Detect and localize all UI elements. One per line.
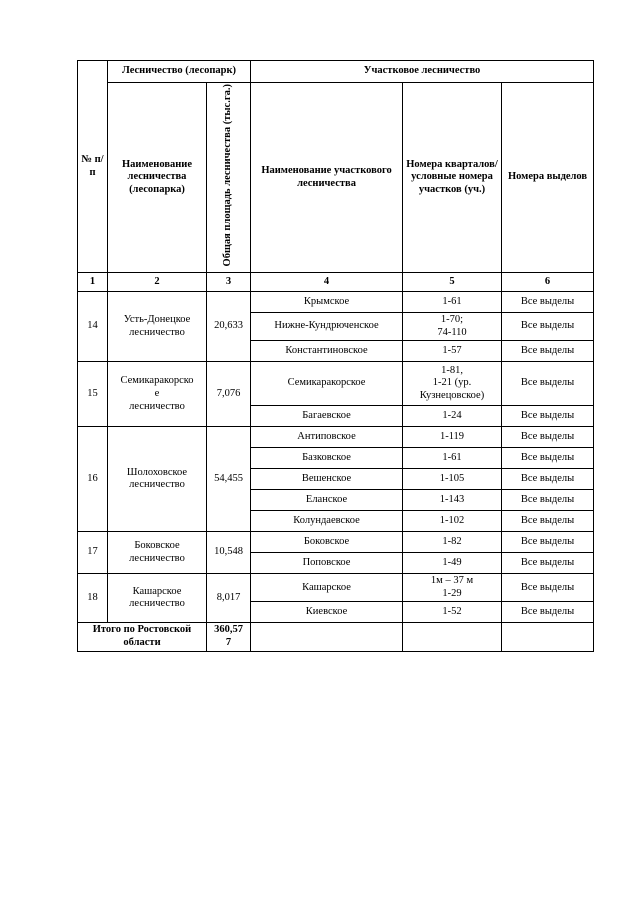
forestry-num: 15 <box>78 362 108 427</box>
header-total-area: Общая площадь лесничества (тыс.га.) <box>207 83 251 273</box>
total-empty-cell <box>403 623 502 651</box>
district-name: Вешенское <box>251 469 403 490</box>
table-row <box>78 532 594 553</box>
district-name: Семикаракорское <box>251 362 403 406</box>
col-number: 3 <box>207 273 251 292</box>
forestry-num: 17 <box>78 532 108 574</box>
total-empty-cell <box>502 623 594 651</box>
district-allotments: Все выделы <box>502 532 594 553</box>
district-allotments: Все выделы <box>502 341 594 362</box>
district-quarters: 1-119 <box>403 427 502 448</box>
district-quarters: 1-82 <box>403 532 502 553</box>
header-district-name: Наименование участкового лесничества <box>251 83 403 273</box>
district-quarters: 1-61 <box>403 448 502 469</box>
forestry-table <box>77 60 594 652</box>
col-number: 2 <box>108 273 207 292</box>
district-quarters: 1-52 <box>403 602 502 623</box>
district-allotments: Все выделы <box>502 362 594 406</box>
district-name: Крымское <box>251 292 403 313</box>
district-name: Боковское <box>251 532 403 553</box>
district-quarters: 1-102 <box>403 511 502 532</box>
table-row <box>78 574 594 602</box>
header-num: № п/п <box>78 61 108 273</box>
district-name: Антиповское <box>251 427 403 448</box>
district-name: Багаевское <box>251 406 403 427</box>
table-row <box>78 292 594 313</box>
district-name: Константиновское <box>251 341 403 362</box>
district-name: Базковское <box>251 448 403 469</box>
total-label: Итого по Ростовской области <box>78 623 207 651</box>
district-quarters: 1м – 37 м 1-29 <box>403 574 502 602</box>
col-number: 6 <box>502 273 594 292</box>
district-allotments: Все выделы <box>502 313 594 341</box>
col-number: 4 <box>251 273 403 292</box>
table-row <box>78 362 594 406</box>
district-name: Кашарское <box>251 574 403 602</box>
district-allotments: Все выделы <box>502 553 594 574</box>
district-name: Поповское <box>251 553 403 574</box>
forestry-num: 14 <box>78 292 108 362</box>
forestry-area: 8,017 <box>207 574 251 623</box>
district-allotments: Все выделы <box>502 292 594 313</box>
forestry-num: 18 <box>78 574 108 623</box>
total-value: 360,57 7 <box>207 623 251 651</box>
header-group-forestry: Лесничество (лесопарк) <box>108 61 251 83</box>
forestry-area: 20,633 <box>207 292 251 362</box>
forestry-name: Кашарское лесничество <box>108 574 207 623</box>
district-quarters: 1-57 <box>403 341 502 362</box>
district-quarters: 1-49 <box>403 553 502 574</box>
forestry-num: 16 <box>78 427 108 532</box>
district-allotments: Все выделы <box>502 406 594 427</box>
district-name: Нижне-Кундрюченское <box>251 313 403 341</box>
district-quarters: 1-70; 74-110 <box>403 313 502 341</box>
forestry-name: Боковское лесничество <box>108 532 207 574</box>
district-allotments: Все выделы <box>502 602 594 623</box>
district-quarters: 1-24 <box>403 406 502 427</box>
district-name: Колундаевское <box>251 511 403 532</box>
header-forestry-name: Наименование лесничества (лесопарка) <box>108 83 207 273</box>
district-quarters: 1-105 <box>403 469 502 490</box>
district-allotments: Все выделы <box>502 511 594 532</box>
header-quarters: Номера кварталов/ условные номера участков (уч.) <box>403 83 502 273</box>
forestry-name: Усть-Донецкое лесничество <box>108 292 207 362</box>
district-name: Киевское <box>251 602 403 623</box>
district-quarters: 1-81, 1-21 (ур. Кузнецовское) <box>403 362 502 406</box>
column-numbers-row <box>78 273 594 292</box>
header-group-district: Участковое лесничество <box>251 61 594 83</box>
district-allotments: Все выделы <box>502 448 594 469</box>
col-number: 1 <box>78 273 108 292</box>
forestry-area: 7,076 <box>207 362 251 427</box>
district-quarters: 1-61 <box>403 292 502 313</box>
forestry-name: Семикаракорско е лесничество <box>108 362 207 427</box>
col-number: 5 <box>403 273 502 292</box>
forestry-area: 54,455 <box>207 427 251 532</box>
forestry-name: Шолоховское лесничество <box>108 427 207 532</box>
total-empty-cell <box>251 623 403 651</box>
district-allotments: Все выделы <box>502 469 594 490</box>
table-row <box>78 427 594 448</box>
district-allotments: Все выделы <box>502 427 594 448</box>
district-name: Еланское <box>251 490 403 511</box>
district-allotments: Все выделы <box>502 490 594 511</box>
header-allotments: Номера выделов <box>502 83 594 273</box>
district-quarters: 1-143 <box>403 490 502 511</box>
forestry-area: 10,548 <box>207 532 251 574</box>
district-allotments: Все выделы <box>502 574 594 602</box>
total-row <box>78 623 594 651</box>
